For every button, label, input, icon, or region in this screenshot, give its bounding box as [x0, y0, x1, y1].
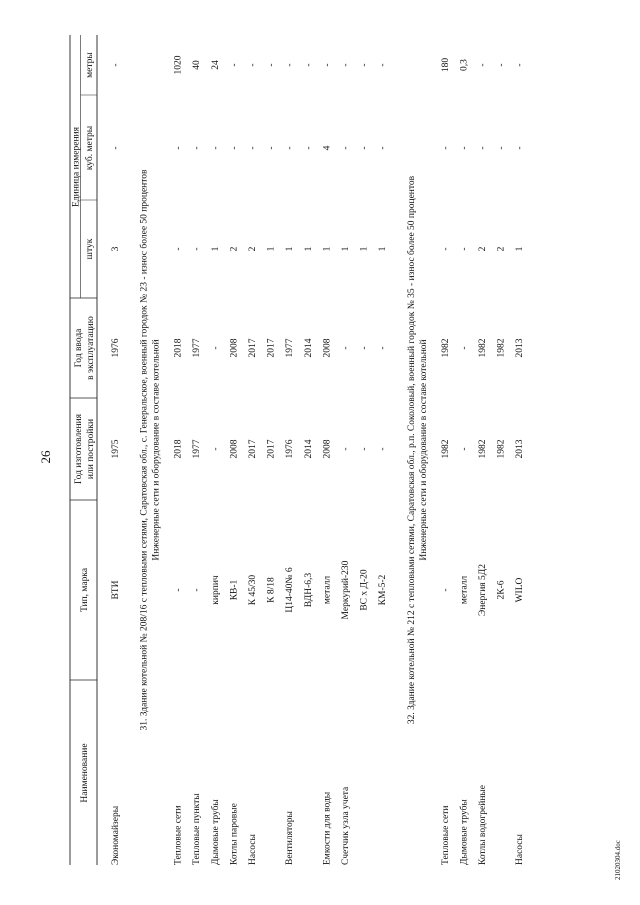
row-year-made: - [210, 447, 221, 451]
row-m3: - [303, 146, 314, 150]
header-year-commissioned: Год ввода [74, 328, 84, 368]
row-year-commissioned: 2013 [515, 338, 526, 358]
row-m3: - [111, 146, 121, 150]
row-type: КВ-1 [229, 579, 240, 601]
page-number: 26 [38, 450, 53, 464]
row-type: 2К-6 [496, 580, 507, 600]
header-year-commissioned-2: в эксплуатацию [86, 316, 96, 380]
row-name: Тепловые сети [173, 805, 184, 865]
row-year-commissioned: - [378, 346, 389, 350]
row-type: Меркурий-230 [341, 560, 351, 620]
row-type: К 8/18 [266, 577, 277, 603]
row-pcs: - [173, 247, 184, 251]
header-year-made-2: или постройки [86, 418, 96, 480]
row-year-commissioned: - [359, 346, 370, 350]
row-type: металл [322, 575, 333, 605]
row-type: - [192, 588, 203, 592]
row-year-commissioned: 1976 [111, 338, 121, 358]
row-name: Тепловые пункты [192, 793, 203, 865]
row-type: металл [459, 575, 470, 605]
row-year-made: 2017 [266, 439, 277, 459]
row-year-commissioned: 1982 [496, 338, 507, 358]
row-m: 1020 [173, 55, 184, 75]
row-m3: 4 [322, 145, 333, 151]
header-unit-m3: куб. метры [85, 125, 95, 171]
row-name: Экономайзеры [111, 805, 121, 865]
row-year-made: - [341, 447, 351, 451]
row-pcs: 1 [378, 246, 389, 252]
header-unit-pcs: штук [85, 238, 95, 260]
row-pcs: 3 [111, 246, 121, 252]
row-type: ВС х Д-20 [359, 569, 370, 611]
row-name: Насосы [248, 834, 258, 865]
row-year-commissioned: - [210, 346, 221, 350]
row-m: - [285, 63, 296, 67]
row-m: 24 [210, 60, 221, 70]
row-m3: - [248, 146, 258, 150]
section-subtitle: Инженерные сети и оборудование в составе котельной [151, 339, 162, 561]
row-type: Ц14-40№ 6 [285, 567, 296, 613]
row-year-commissioned: 1982 [440, 338, 451, 358]
row-pcs: - [440, 247, 451, 251]
section-subtitle: Инженерные сети и оборудование в составе котельной [418, 339, 429, 561]
row-year-made: - [359, 447, 370, 451]
row-name: Котлы водогрейные [478, 784, 488, 865]
row-type: ВДН-6,3 [303, 572, 314, 608]
row-m3: - [229, 146, 240, 150]
row-year-commissioned: 1982 [478, 338, 488, 358]
header-name: Наименование [80, 743, 90, 803]
row-m3: - [378, 146, 389, 150]
row-pcs: 1 [210, 246, 221, 252]
row-m3: - [192, 146, 203, 150]
row-name: Счетчик узла учета [341, 786, 351, 865]
row-year-made: 2008 [229, 439, 240, 459]
row-m: 180 [440, 57, 451, 73]
row-year-commissioned: 2017 [266, 338, 277, 358]
row-type: - [173, 588, 184, 592]
row-m: - [359, 63, 370, 67]
row-m3: - [285, 146, 296, 150]
row-m: - [322, 63, 333, 67]
row-year-made: 2017 [248, 439, 258, 459]
row-year-commissioned: 1977 [285, 338, 296, 358]
row-year-commissioned: - [459, 346, 470, 350]
row-name: Дымовые трубы [210, 799, 221, 865]
row-type: WILO [515, 577, 526, 603]
header-units-group: Единица измерения [71, 127, 82, 207]
row-year-commissioned: - [341, 346, 351, 350]
row-m: - [266, 63, 277, 67]
row-m: - [111, 63, 121, 67]
row-type: кирпич [210, 575, 221, 605]
row-pcs: 2 [496, 246, 507, 252]
row-pcs: 2 [248, 246, 258, 252]
row-pcs: 1 [285, 246, 296, 252]
row-type: - [440, 588, 451, 592]
row-m: - [229, 63, 240, 67]
row-pcs: 1 [266, 246, 277, 252]
row-name: Емкости для воды [322, 791, 333, 865]
row-m3: - [459, 146, 470, 150]
row-pcs: 1 [341, 246, 351, 252]
row-m3: - [266, 146, 277, 150]
row-m3: - [173, 146, 184, 150]
row-year-made: 1975 [111, 439, 121, 459]
row-m3: - [210, 146, 221, 150]
row-m: 0,3 [459, 59, 470, 71]
row-type: К 45/30 [248, 574, 258, 606]
row-pcs: 1 [322, 246, 333, 252]
row-m: - [378, 63, 389, 67]
row-year-commissioned: 1977 [192, 338, 203, 358]
row-year-made: 2014 [303, 439, 314, 459]
row-name: Котлы паровые [229, 803, 240, 865]
row-type: КМ-5-2 [378, 574, 389, 606]
row-year-made: 1982 [478, 439, 488, 459]
row-pcs: 2 [229, 246, 240, 252]
row-m: - [478, 63, 488, 67]
header-type: Тип, марка [80, 567, 90, 613]
row-year-made: 2018 [173, 439, 184, 459]
row-year-commissioned: 2008 [322, 338, 333, 358]
row-pcs: 1 [303, 246, 314, 252]
row-pcs: - [192, 247, 203, 251]
row-m3: - [478, 146, 488, 150]
row-m3: - [440, 146, 451, 150]
row-m3: - [515, 146, 526, 150]
row-pcs: - [459, 247, 470, 251]
row-year-commissioned: 2018 [173, 338, 184, 358]
row-year-made: 1976 [285, 439, 296, 459]
row-name: Дымовые трубы [459, 799, 470, 865]
row-m: - [303, 63, 314, 67]
row-year-made: - [378, 447, 389, 451]
row-year-commissioned: 2014 [303, 338, 314, 358]
section-title: 31. Здание котельной № 208/16 с тепловыми сетями, Саратовская обл., с. Генеральское, военный городок № 23 - износ более 50 процентов [139, 169, 150, 731]
header-year-made: Год изготовления [74, 413, 84, 485]
row-year-made: 1977 [192, 439, 203, 459]
row-year-made: 1982 [440, 439, 451, 459]
row-name: Насосы [515, 834, 526, 865]
row-name: Вентиляторы [285, 811, 296, 865]
row-m3: - [341, 146, 351, 150]
row-year-made: 1982 [496, 439, 507, 459]
header-unit-m: метры [85, 52, 95, 78]
footer-filename: 21020304.doc [614, 840, 622, 880]
rotated-table [70, 35, 640, 865]
row-pcs: 1 [359, 246, 370, 252]
row-m: - [515, 63, 526, 67]
row-pcs: 1 [515, 246, 526, 252]
row-m: - [248, 63, 258, 67]
row-m: - [341, 63, 351, 67]
section-title: 32. Здание котельной № 212 с тепловыми сетями, Саратовская обл., р.п. Соколовый, военный городок № 35 - износ более 50 процентов [406, 175, 417, 725]
row-year-made: - [459, 447, 470, 451]
row-year-commissioned: 2008 [229, 338, 240, 358]
row-m: 40 [192, 60, 203, 70]
row-year-made: 2013 [515, 439, 526, 459]
row-pcs: 2 [478, 246, 488, 252]
row-year-made: 2008 [322, 439, 333, 459]
row-m: - [496, 63, 507, 67]
row-year-commissioned: 2017 [248, 338, 258, 358]
row-type: Энергия 5Д2 [478, 563, 488, 617]
row-m3: - [359, 146, 370, 150]
row-type: ВТИ [111, 580, 121, 600]
row-m3: - [496, 146, 507, 150]
row-name: Тепловые сети [440, 805, 451, 865]
